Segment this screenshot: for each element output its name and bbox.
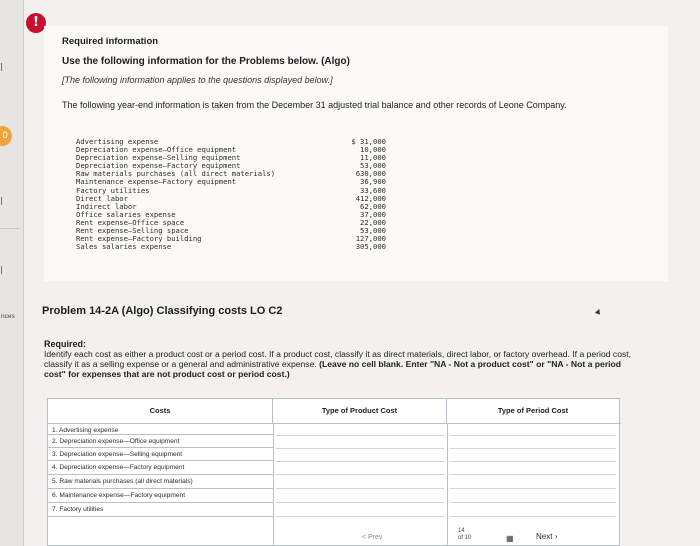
ledger-row: Rent expense—Office space 22,000 <box>76 217 386 227</box>
ledger-row: Rent expense—Selling space 53,000 <box>76 226 386 236</box>
period-cost-select[interactable] <box>450 425 616 436</box>
sidebar-tick: | <box>0 265 3 274</box>
chevron-right-icon: › <box>554 532 558 541</box>
product-cost-select[interactable] <box>276 478 444 489</box>
ledger-row: Indirect labor 62,000 <box>76 201 386 211</box>
problem-title: Problem 14-2A (Algo) Classifying costs LO C2 <box>42 305 283 317</box>
table-row-label: 6. Maintenance expense—Factory equipment <box>52 492 186 499</box>
row-divider <box>48 460 273 461</box>
header-costs: Costs <box>48 399 273 423</box>
table-row-label: 2. Depreciation expense—Office equipment <box>52 438 180 445</box>
page-number: 14 <box>458 528 465 534</box>
ledger-row: Depreciation expense—Selling equipment 11,000 <box>76 153 386 163</box>
period-cost-select[interactable] <box>450 492 616 503</box>
header-period-cost: Type of Period Cost <box>497 406 569 415</box>
next-label: Next <box>536 532 553 541</box>
table-row-label: 1. Advertising expense <box>52 427 119 434</box>
info-intro: The following year-end information is taken from the December 31 adjusted trial balance and other records of Leone Company. <box>62 100 567 110</box>
table-row-label: 7. Factory utilities <box>52 506 104 513</box>
ledger-row: Factory utilities 33,600 <box>76 185 386 195</box>
table-row-label: 4. Depreciation expense—Factory equipment <box>52 464 185 471</box>
row-divider <box>48 434 273 435</box>
column-divider <box>273 423 274 546</box>
prev-button[interactable]: < Prev <box>362 534 383 541</box>
required-text: Identify each cost as either a product cost or a period cost. If a product cost, classify it as direct materials, direct labor, or factory overhead. If a period cost, classify it as a selling expense or a general and administrative expense. <box>44 349 632 369</box>
answer-table <box>47 398 620 546</box>
period-cost-select[interactable] <box>450 464 616 475</box>
bottom-navigation <box>340 528 700 546</box>
sidebar-divider <box>0 228 20 229</box>
row-divider <box>48 447 273 448</box>
table-row-label: 3. Depreciation expense—Selling equipment <box>52 451 183 458</box>
grid-icon[interactable]: ▦ <box>506 534 514 543</box>
ledger-row: Rent expense—Factory building 127,000 <box>76 234 386 244</box>
sidebar-tick: | <box>0 62 3 71</box>
sidebar-tick: | <box>0 196 3 205</box>
row-divider <box>48 516 273 517</box>
left-sidebar <box>0 0 24 546</box>
ledger-row: Sales salaries expense 305,000 <box>76 242 386 252</box>
product-cost-select[interactable] <box>276 464 444 475</box>
required-instructions <box>44 349 644 379</box>
period-cost-select[interactable] <box>450 478 616 489</box>
header-divider <box>48 423 621 424</box>
ledger-row: Depreciation expense—Factory equipment 53,000 <box>76 161 386 171</box>
page-count: of 10 <box>458 535 472 541</box>
product-cost-select[interactable] <box>276 438 444 449</box>
period-cost-select[interactable] <box>450 438 616 449</box>
required-heading: Required: <box>44 339 87 349</box>
header-product-cost: Type of Product Cost <box>273 399 447 423</box>
row-divider <box>48 488 273 489</box>
ledger-row: Direct labor 412,000 <box>76 193 386 203</box>
product-cost-select[interactable] <box>276 425 444 436</box>
ledger-row: Depreciation expense—Office equipment 10,000 <box>76 145 386 155</box>
alert-icon: ! <box>26 13 46 33</box>
ledger-row: Office salaries expense 37,000 <box>76 209 386 219</box>
row-divider <box>48 474 273 475</box>
row-divider <box>48 502 273 503</box>
sidebar-references-label[interactable]: nces <box>1 313 15 320</box>
product-cost-select[interactable] <box>276 451 444 462</box>
ledger-row: Maintenance expense—Factory equipment 36,900 <box>76 177 386 187</box>
ledger-table <box>76 138 386 251</box>
next-button[interactable] <box>536 532 557 541</box>
info-heading: Use the following information for the Problems below. (Algo) <box>62 56 350 67</box>
info-title: Required information <box>62 36 159 47</box>
sidebar-badge[interactable]: 0 <box>0 126 12 146</box>
pin-icon[interactable]: ▲ <box>592 304 605 318</box>
product-cost-select[interactable] <box>276 492 444 503</box>
period-cost-select[interactable] <box>450 451 616 462</box>
table-row-label: 5. Raw materials purchases (all direct materials) <box>52 478 193 485</box>
product-cost-select[interactable] <box>276 506 444 517</box>
ledger-row: Advertising expense $ 31,000 <box>76 137 386 146</box>
info-note: [The following information applies to the questions displayed below.] <box>62 75 333 85</box>
required-bold-note: (Leave no cell blank. Enter "NA - Not a product cost" or "NA - Not a period cost" for expenses that are not product cost or period cost.) <box>44 359 622 379</box>
period-cost-select[interactable] <box>450 506 616 517</box>
ledger-row: Raw materials purchases (all direct materials) 630,000 <box>76 169 386 179</box>
